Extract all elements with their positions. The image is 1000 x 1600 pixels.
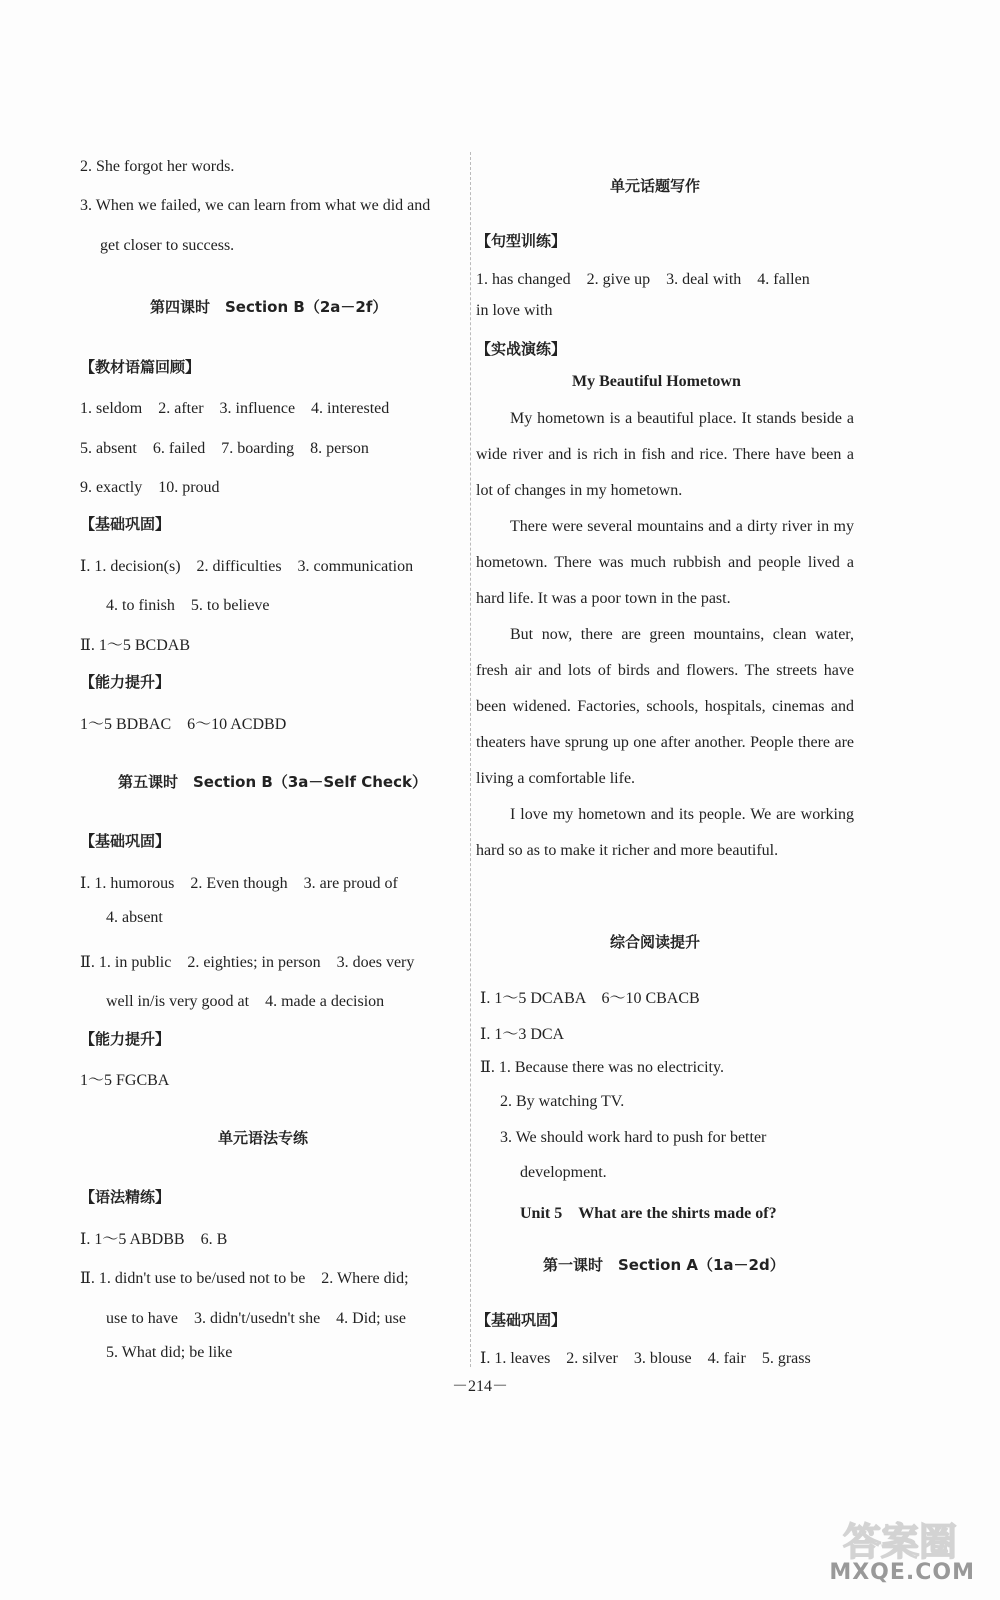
answer-line: Ⅱ. 1～5 BCDAB (80, 637, 191, 654)
essay-paragraph: There were several mountains and a dirty river in my hometown. There was much rubbish and people lived a hard life. It was a poor town in the past. (476, 518, 854, 607)
essay-paragraph: My hometown is a beautiful place. It stands beside a wide river and is rich in fish and rice. There have been a lot of changes in my hometown. (476, 410, 854, 499)
bracket-heading: 【基础巩固】 (80, 832, 171, 850)
answer-line: 3. When we failed, we can learn from what we did and (80, 197, 431, 214)
answer-line: 1～5 BDBAC 6～10 ACDBD (80, 716, 287, 733)
answer-line: 2. By watching TV. (500, 1093, 625, 1110)
unit-heading: Unit 5 What are the shirts made of? (520, 1205, 777, 1222)
answer-line: 3. We should work hard to push for better (500, 1129, 767, 1146)
answer-line: Ⅰ. 1～5 DCABA 6～10 CBACB (480, 990, 700, 1007)
answer-line: Ⅱ. 1. Because there was no electricity. (480, 1059, 724, 1076)
watermark-logo-text: 答案圈 (842, 1520, 958, 1564)
column-divider (470, 152, 471, 1367)
answer-line: development. (520, 1164, 607, 1181)
bracket-heading: 【能力提升】 (80, 673, 171, 691)
answer-line: get closer to success. (100, 237, 235, 254)
answer-line: 1. has changed 2. give up 3. deal with 4. fallen (476, 271, 810, 288)
lesson-heading: 第四课时 Section B（2a－2f） (150, 298, 388, 316)
bracket-heading: 【实战演练】 (476, 340, 567, 358)
answer-line: 1. seldom 2. after 3. influence 4. interested (80, 400, 390, 417)
answer-line: Ⅰ. 1～3 DCA (480, 1026, 565, 1043)
answer-line: 9. exactly 10. proud (80, 479, 220, 496)
bracket-heading: 【基础巩固】 (80, 515, 171, 533)
bracket-heading: 【句型训练】 (476, 232, 567, 250)
answer-line: Ⅱ. 1. didn't use to be/used not to be 2. Where did; (80, 1270, 409, 1287)
answer-line: Ⅰ. 1～5 ABDBB 6. B (80, 1231, 228, 1248)
lesson-heading: 第一课时 Section A（1a－2d） (543, 1256, 785, 1274)
essay-title: My Beautiful Hometown (572, 373, 741, 390)
essay-paragraph: I love my hometown and its people. We are working hard so as to make it richer and more beautiful. (476, 806, 854, 859)
answer-line: Ⅰ. 1. humorous 2. Even though 3. are proud of (80, 875, 398, 892)
answer-line: 4. absent (106, 909, 163, 926)
section-heading: 综合阅读提升 (610, 933, 701, 951)
answer-line: well in/is very good at 4. made a decision (106, 993, 385, 1010)
answer-line: 2. She forgot her words. (80, 158, 235, 175)
section-heading: 单元话题写作 (610, 177, 701, 195)
section-heading: 单元语法专练 (218, 1129, 309, 1147)
bracket-heading: 【能力提升】 (80, 1030, 171, 1048)
answer-line: use to have 3. didn't/usedn't she 4. Did; use (106, 1310, 406, 1327)
answer-line: 1～5 FGCBA (80, 1072, 170, 1089)
answer-line: 5. What did; be like (106, 1344, 233, 1361)
bracket-heading: 【基础巩固】 (476, 1311, 567, 1329)
answer-line: Ⅰ. 1. leaves 2. silver 3. blouse 4. fair 5. grass (480, 1350, 811, 1367)
bracket-heading: 【教材语篇回顾】 (80, 358, 201, 376)
answer-line: Ⅰ. 1. decision(s) 2. difficulties 3. communication (80, 558, 414, 575)
essay-paragraph: But now, there are green mountains, clean water, fresh air and lots of birds and flowers. The streets have been widened. Factories, schools, hospitals, cinemas and theaters have sprung up one after another. People there are living a comfortable life. (476, 626, 854, 787)
answer-line: 4. to finish 5. to believe (106, 597, 270, 614)
lesson-heading: 第五课时 Section B（3a－Self Check） (118, 773, 427, 791)
bracket-heading: 【语法精练】 (80, 1188, 171, 1206)
watermark-text: MXQE.COM (829, 1560, 975, 1585)
page-number: －214－ (451, 1378, 508, 1395)
answer-line: 5. absent 6. failed 7. boarding 8. person (80, 440, 369, 457)
answer-line: in love with (476, 302, 553, 319)
answer-line: Ⅱ. 1. in public 2. eighties; in person 3. does very (80, 954, 415, 971)
